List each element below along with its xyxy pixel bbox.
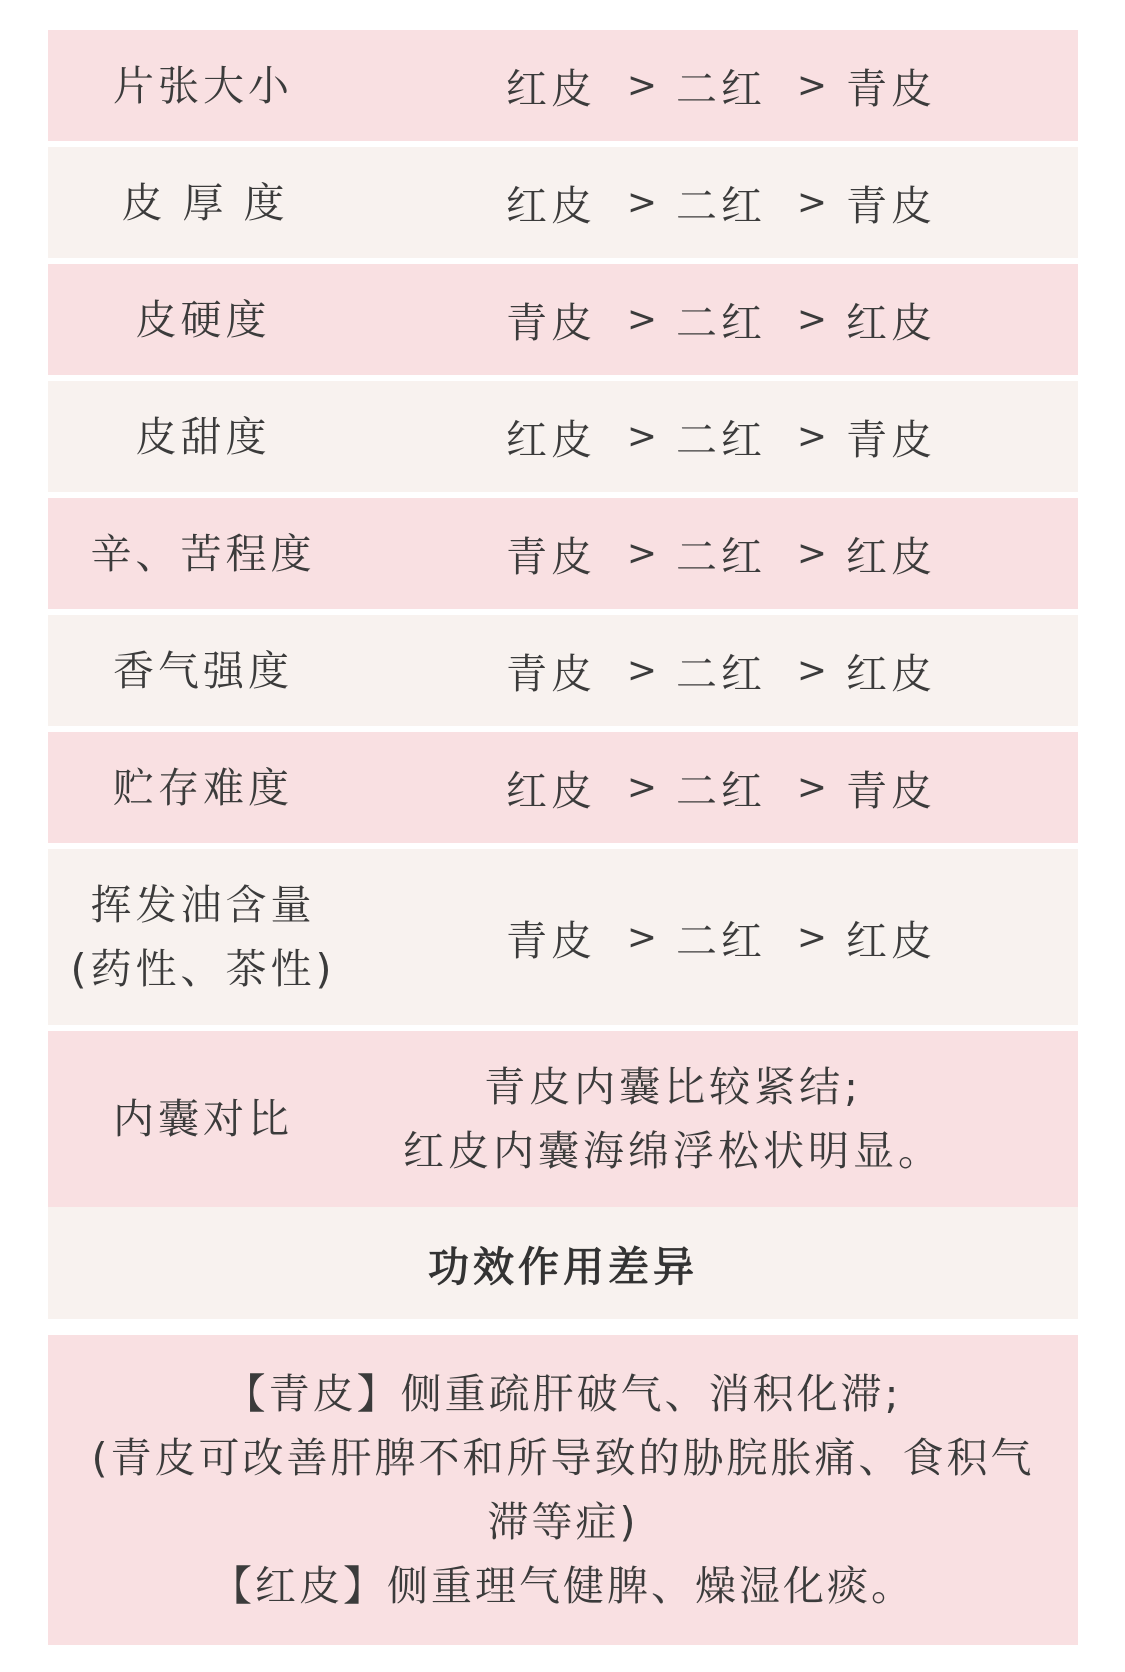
table-row bbox=[48, 30, 1078, 141]
divider bbox=[48, 1319, 1078, 1335]
row-label: 片张大小 bbox=[113, 61, 293, 110]
ranking bbox=[358, 56, 1078, 115]
comparison-table bbox=[48, 30, 1078, 1645]
rank-first: 红皮 bbox=[506, 182, 596, 230]
rank-first: 红皮 bbox=[506, 65, 596, 113]
row-label: 辛、苦程度 bbox=[90, 529, 316, 578]
rank-third: 红皮 bbox=[846, 299, 936, 347]
section-title: 功效作用差异 bbox=[428, 1242, 698, 1291]
greater-than-sign: > bbox=[626, 650, 658, 691]
table-row bbox=[48, 849, 1078, 1025]
table-row bbox=[48, 264, 1078, 375]
greater-than-sign: > bbox=[626, 65, 658, 106]
rank-second: 二红 bbox=[676, 65, 766, 113]
rank-third: 红皮 bbox=[846, 916, 936, 965]
table-row bbox=[48, 498, 1078, 609]
ranking bbox=[358, 407, 1078, 466]
greater-than-sign: > bbox=[796, 299, 828, 340]
ranking bbox=[358, 290, 1078, 349]
greater-than-sign: > bbox=[796, 533, 828, 574]
rank-third: 青皮 bbox=[846, 182, 936, 230]
rank-first: 红皮 bbox=[506, 767, 596, 815]
greater-than-sign: > bbox=[796, 650, 828, 691]
row-label: 皮硬度 bbox=[135, 295, 271, 344]
inner-sac-comparison bbox=[358, 1055, 1078, 1183]
rank-third: 青皮 bbox=[846, 416, 936, 464]
section-header-row bbox=[48, 1207, 1078, 1319]
rank-first: 青皮 bbox=[506, 650, 596, 698]
rank-first: 红皮 bbox=[506, 416, 596, 464]
inner-sac-row bbox=[48, 1031, 1078, 1207]
table-row bbox=[48, 615, 1078, 726]
effects-line: 【青皮】侧重疏肝破气、消积化滞; bbox=[224, 1370, 902, 1418]
effects-line: (青皮可改善肝脾不和所导致的胁脘胀痛、食积气 bbox=[91, 1434, 1035, 1482]
greater-than-sign: > bbox=[626, 416, 658, 457]
ranking bbox=[358, 173, 1078, 232]
row-label-note: (药性、茶性) bbox=[70, 945, 336, 993]
rank-third: 红皮 bbox=[846, 533, 936, 581]
comparison-line: 青皮内囊比较紧结; bbox=[484, 1063, 862, 1111]
greater-than-sign: > bbox=[626, 182, 658, 223]
rank-first: 青皮 bbox=[506, 533, 596, 581]
ranking bbox=[358, 908, 1078, 967]
rank-second: 二红 bbox=[676, 416, 766, 464]
row-label: 内囊对比 bbox=[113, 1095, 293, 1143]
greater-than-sign: > bbox=[796, 416, 828, 457]
rank-second: 二红 bbox=[676, 533, 766, 581]
table-row bbox=[48, 381, 1078, 492]
row-label-line: 挥发油含量 bbox=[90, 881, 316, 929]
rank-second: 二红 bbox=[676, 299, 766, 347]
rank-second: 二红 bbox=[676, 650, 766, 698]
rank-first: 青皮 bbox=[506, 916, 596, 965]
ranking bbox=[358, 641, 1078, 700]
table-row bbox=[48, 147, 1078, 258]
row-label: 皮甜度 bbox=[135, 412, 271, 461]
comparison-line: 红皮内囊海绵浮松状明显。 bbox=[403, 1127, 943, 1175]
ranking bbox=[358, 758, 1078, 817]
greater-than-sign: > bbox=[796, 182, 828, 223]
table-row bbox=[48, 732, 1078, 843]
greater-than-sign: > bbox=[626, 299, 658, 340]
rank-second: 二红 bbox=[676, 767, 766, 815]
row-label bbox=[48, 873, 358, 1001]
effects-panel bbox=[48, 1335, 1078, 1645]
greater-than-sign: > bbox=[796, 767, 828, 808]
rank-third: 青皮 bbox=[846, 65, 936, 113]
rank-second: 二红 bbox=[676, 916, 766, 965]
greater-than-sign: > bbox=[796, 65, 828, 106]
rank-third: 红皮 bbox=[846, 650, 936, 698]
greater-than-sign: > bbox=[796, 916, 828, 958]
row-label: 皮厚度 bbox=[121, 178, 305, 227]
ranking bbox=[358, 524, 1078, 583]
effects-line: 滞等症) bbox=[487, 1498, 639, 1546]
row-label: 贮存难度 bbox=[113, 763, 293, 812]
rank-second: 二红 bbox=[676, 182, 766, 230]
effects-line: 【红皮】侧重理气健脾、燥湿化痰。 bbox=[211, 1562, 915, 1610]
greater-than-sign: > bbox=[626, 916, 658, 958]
rank-third: 青皮 bbox=[846, 767, 936, 815]
greater-than-sign: > bbox=[626, 533, 658, 574]
row-label: 香气强度 bbox=[113, 646, 293, 695]
greater-than-sign: > bbox=[626, 767, 658, 808]
rank-first: 青皮 bbox=[506, 299, 596, 347]
